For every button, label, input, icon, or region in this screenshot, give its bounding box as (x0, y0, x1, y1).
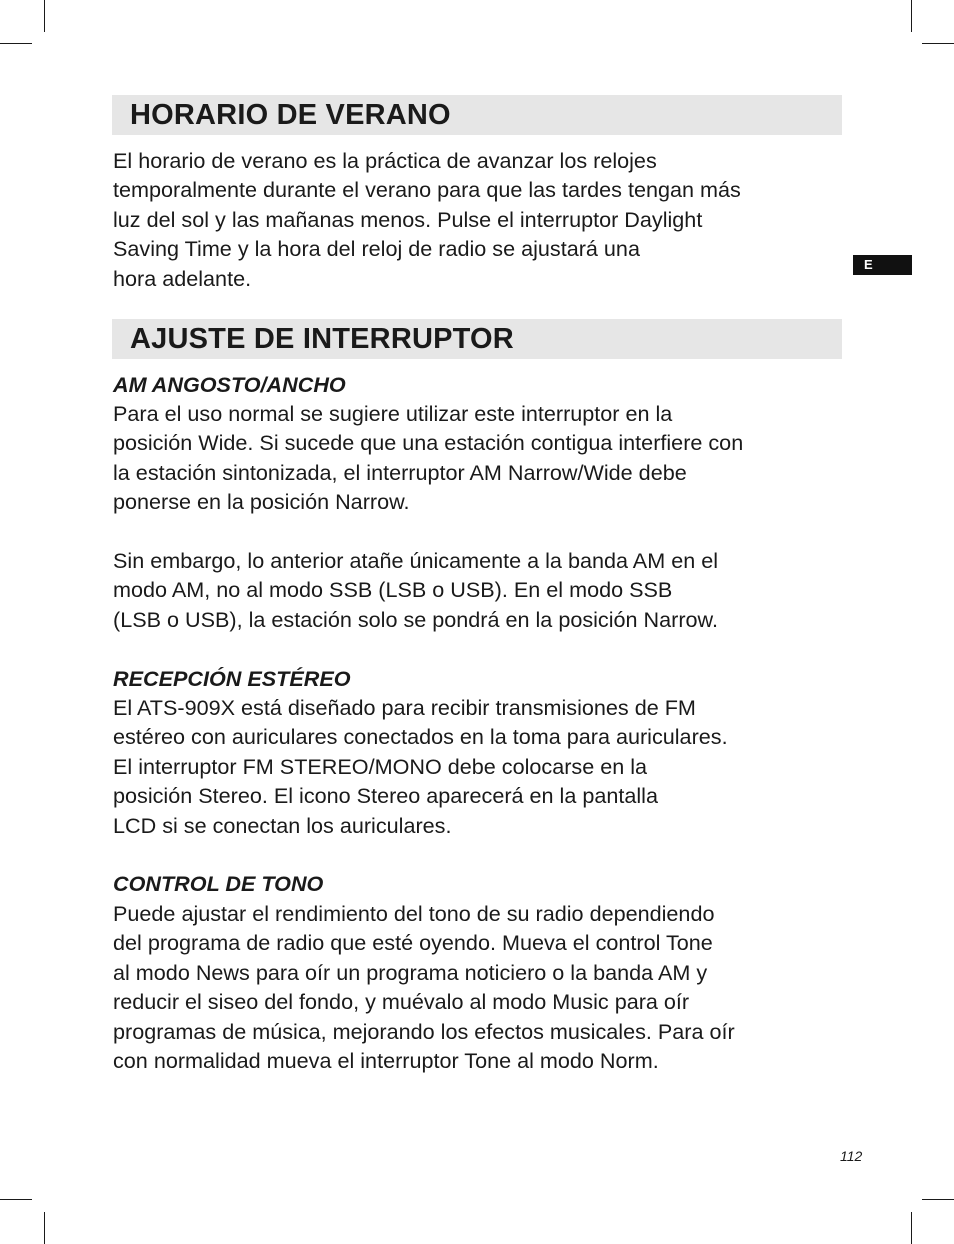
subheading-tone-control: CONTROL DE TONO (113, 871, 324, 896)
crop-mark-bottom-right-horizontal (922, 1199, 954, 1200)
subheading-am-narrow-wide: AM ANGOSTO/ANCHO (113, 372, 346, 397)
section-title: AJUSTE DE INTERRUPTOR (130, 323, 514, 355)
language-tab: E (853, 255, 912, 275)
crop-mark-top-left-vertical (44, 0, 45, 32)
section-title: HORARIO DE VERANO (130, 99, 451, 131)
section-header-switch-settings (112, 319, 842, 359)
paragraph-am-narrow-wide-1: Para el uso normal se sugiere utilizar este interruptor en la posición Wide. Si sucede que una estación contigua interfiere con la estación sintonizada, el interruptor AM Narrow/Wide debe ponerse en la posición Narrow. (113, 401, 744, 515)
paragraph-daylight-saving: El horario de verano es la práctica de avanzar los relojes temporalmente durante el verano para que las tardes tengan más luz del sol y las mañanas menos. Pulse el interruptor Daylight Saving Time y la hora del reloj de radio se ajustará una hora adelante. (113, 148, 741, 291)
crop-mark-top-left-horizontal (0, 43, 32, 44)
crop-mark-top-right-vertical (911, 0, 912, 32)
crop-mark-bottom-right-vertical (911, 1212, 912, 1244)
crop-mark-top-right-horizontal (922, 43, 954, 44)
paragraph-am-narrow-wide-2: Sin embargo, lo anterior atañe únicamente a la banda AM en el modo AM, no al modo SSB (LSB o USB). En el modo SSB (LSB o USB), la estación solo se pondrá en la posición Narrow. (113, 548, 719, 632)
crop-mark-bottom-left-vertical (44, 1212, 45, 1244)
crop-mark-bottom-left-horizontal (0, 1199, 32, 1200)
subheading-stereo-reception: RECEPCIÓN ESTÉREO (113, 666, 351, 691)
page-number: 112 (840, 1148, 863, 1164)
section-header-daylight-saving (112, 95, 842, 135)
paragraph-tone-control: Puede ajustar el rendimiento del tono de su radio dependiendo del programa de radio que esté oyendo. Mueva el control Tone al modo News para oír un programa noticiero o la banda AM y reducir el siseo del fondo, y muévalo al modo Music para oír programas de música, mejorando los efectos musicales. Para oír con normalidad mueva el interruptor Tone al modo Norm. (113, 901, 735, 1074)
paragraph-stereo-reception: El ATS-909X está diseñado para recibir transmisiones de FM estéreo con auriculares conectados en la toma para auriculares. El interruptor FM STEREO/MONO debe colocarse en la posición Stereo. El icono Stereo aparecerá en la pantalla LCD si se conectan los auriculares. (113, 695, 728, 838)
